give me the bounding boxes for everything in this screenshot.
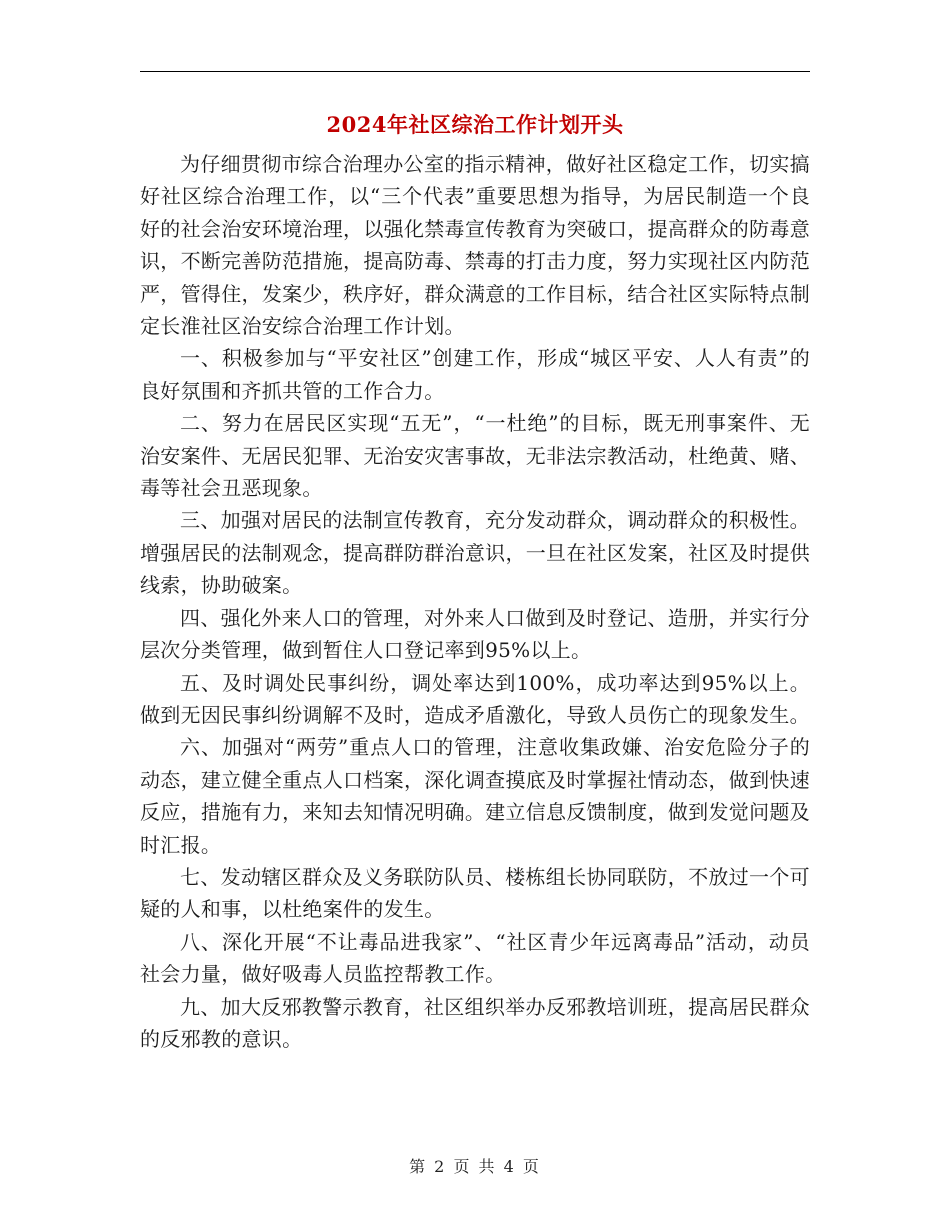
paragraph-item-5: 五、及时调处民事纠纷，调处率达到100%，成功率达到95%以上。做到无因民事纠纷调解不及时，造成矛盾激化，导致人员伤亡的现象发生。 <box>140 670 810 727</box>
paragraph-item-9: 九、加大反邪教警示教育，社区组织举办反邪教培训班，提高居民群众的反邪教的意识。 <box>140 994 810 1051</box>
paragraph-item-4: 四、强化外来人口的管理，对外来人口做到及时登记、造册，并实行分层次分类管理，做到暂住人口登记率到95%以上。 <box>140 605 810 663</box>
document-title: 2024年社区综治工作计划开头 <box>326 112 624 137</box>
paragraph-item-6: 六、加强对“两劳”重点人口的管理，注意收集政嫌、治安危险分子的动态，建立健全重点人口档案，深化调查摸底及时掌握社情动态，做到快速反应，措施有力，来知去知情况明确。建立信息反馈制度，做到发觉问题及时汇报。 <box>140 735 810 857</box>
header-rule <box>140 71 810 72</box>
page-number-footer: 第 2 页 共 4 页 <box>409 1157 541 1176</box>
paragraph-intro: 为仔细贯彻市综合治理办公室的指示精神，做好社区稳定工作，切实搞好社区综合治理工作，以“三个代表”重要思想为指导，为居民制造一个良好的社会治安环境治理，以强化禁毒宣传教育为突破口，提高群众的防毒意识，不断完善防范措施，提高防毒、禁毒的打击力度，努力实现社区内防范严，管得住，发案少，秩序好，群众满意的工作目标，结合社区实际特点制定长淮社区治安综合治理工作计划。 <box>140 152 810 339</box>
paragraph-item-1: 一、积极参加与“平安社区”创建工作，形成“城区平安、人人有责”的良好氛围和齐抓共管的工作合力。 <box>140 346 810 403</box>
paragraph-item-2: 二、努力在居民区实现“五无”，“一杜绝”的目标，既无刑事案件、无治安案件、无居民犯罪、无治安灾害事故，无非法宗教活动，杜绝黄、赌、毒等社会丑恶现象。 <box>140 411 810 501</box>
paragraph-item-3: 三、加强对居民的法制宣传教育，充分发动群众，调动群众的积极性。增强居民的法制观念，提高群防群治意识，一旦在社区发案，社区及时提供线索，协助破案。 <box>140 508 810 598</box>
paragraph-item-7: 七、发动辖区群众及义务联防队员、楼栋组长协同联防，不放过一个可疑的人和事，以杜绝案件的发生。 <box>140 864 810 922</box>
paragraph-item-8: 八、深化开展“不让毒品进我家”、“社区青少年远离毒品”活动，动员社会力量，做好吸毒人员监控帮教工作。 <box>140 929 810 987</box>
document-body <box>140 148 810 1055</box>
